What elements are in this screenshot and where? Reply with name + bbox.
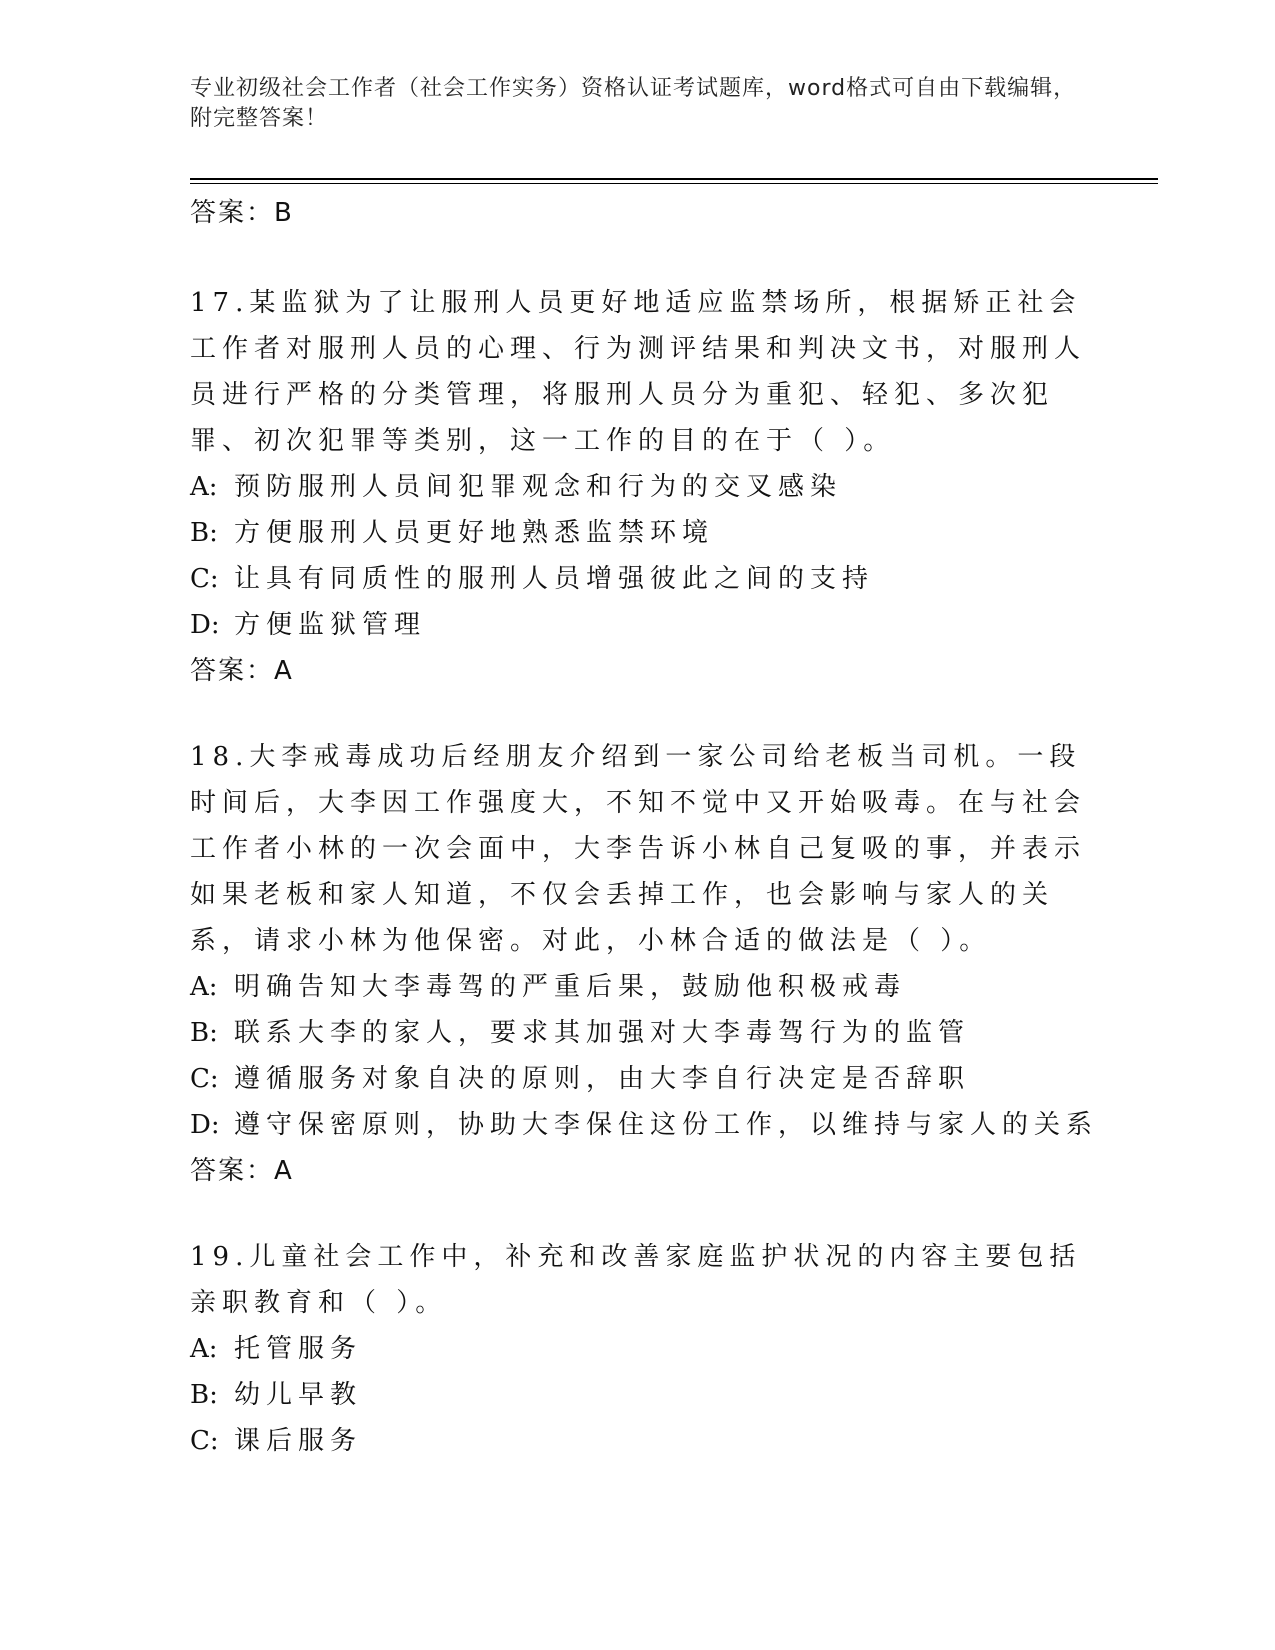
option-letter: A: xyxy=(190,1334,218,1364)
question-stem: 19.儿童社会工作中，补充和改善家庭监护状况的内容主要包括亲职教育和（ ）。 xyxy=(190,1242,1082,1318)
option-text: 明确告知大李毒驾的严重后果，鼓励他积极戒毒 xyxy=(234,972,907,1002)
option-letter: B: xyxy=(190,1380,218,1410)
question-stem: 17.某监狱为了让服刑人员更好地适应监禁场所，根据矫正社会工作者对服刑人员的心理、行为测评结果和判决文书，对服刑人员进行严格的分类管理，将服刑人员分为重犯、轻犯、多次犯罪、初次犯罪等类别，这一工作的目的在于（ ）。 xyxy=(190,288,1087,456)
option-text: 方便监狱管理 xyxy=(234,610,427,640)
header-divider xyxy=(190,178,1158,180)
question-18 xyxy=(190,734,1099,1194)
answer-line: 答案：A xyxy=(190,656,294,686)
option-text: 联系大李的家人，要求其加强对大李毒驾行为的监管 xyxy=(234,1018,971,1048)
option-letter: A: xyxy=(190,972,218,1002)
option-a xyxy=(190,964,1090,1010)
option-d xyxy=(190,602,1090,648)
option-letter: C: xyxy=(190,1064,219,1094)
option-c xyxy=(190,1056,1090,1102)
option-text: 预防服刑人员间犯罪观念和行为的交叉感染 xyxy=(234,472,843,502)
option-letter: D: xyxy=(190,610,220,640)
option-b xyxy=(190,510,1090,556)
question-17 xyxy=(190,280,1090,694)
option-a xyxy=(190,464,1090,510)
option-text: 遵守保密原则，协助大李保住这份工作，以维持与家人的关系 xyxy=(234,1110,1099,1140)
header-divider-thin xyxy=(190,183,1158,184)
option-text: 托管服务 xyxy=(234,1334,363,1364)
option-text: 让具有同质性的服刑人员增强彼此之间的支持 xyxy=(234,564,875,594)
option-a xyxy=(190,1326,1090,1372)
question-stem: 18.大李戒毒成功后经朋友介绍到一家公司给老板当司机。一段时间后，大李因工作强度大，不知不觉中又开始吸毒。在与社会工作者小林的一次会面中，大李告诉小林自己复吸的事，并表示如果老板和家人知道，不仅会丢掉工作，也会影响与家人的关系，请求小林为他保密。对此，小林合适的做法是（ ）。 xyxy=(190,742,1087,956)
option-letter: B: xyxy=(190,1018,218,1048)
question-19 xyxy=(190,1234,1090,1464)
option-letter: A: xyxy=(190,472,218,502)
option-c xyxy=(190,1418,1090,1464)
document-content xyxy=(190,190,1099,1464)
option-c xyxy=(190,556,1090,602)
option-letter: B: xyxy=(190,518,218,548)
option-d xyxy=(190,1102,1099,1148)
answer-line: 答案：B xyxy=(190,198,294,228)
page-header: 专业初级社会工作者（社会工作实务）资格认证考试题库，word格式可自由下载编辑，附完整答案！ xyxy=(190,76,1077,131)
option-b xyxy=(190,1010,1090,1056)
option-b xyxy=(190,1372,1090,1418)
option-text: 课后服务 xyxy=(234,1426,363,1456)
option-text: 方便服刑人员更好地熟悉监禁环境 xyxy=(234,518,715,548)
option-text: 幼儿早教 xyxy=(234,1380,363,1410)
option-letter: C: xyxy=(190,1426,219,1456)
option-letter: C: xyxy=(190,564,219,594)
option-text: 遵循服务对象自决的原则，由大李自行决定是否辞职 xyxy=(234,1064,971,1094)
answer-line: 答案：A xyxy=(190,1156,294,1186)
option-letter: D: xyxy=(190,1110,220,1140)
